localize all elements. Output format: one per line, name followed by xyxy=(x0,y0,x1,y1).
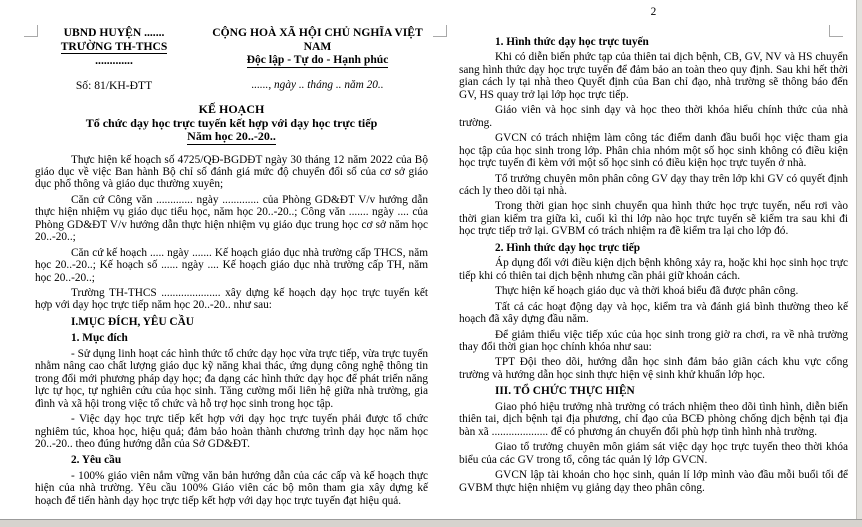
paragraph: Áp dụng đối với điều kiện dịch bệnh không xảy ra, hoặc khi học sinh học trực tiếp khi có thiên tai dịch bệnh nhưng cần phải giữ khoản cách. xyxy=(459,257,848,282)
org-name-text: TRƯỜNG TH-THCS xyxy=(60,39,168,53)
national-title: CỘNG HOÀ XÃ HỘI CHỦ NGHĨA VIỆT NAM xyxy=(212,26,423,53)
school-year-text: Năm học 20..-20.. xyxy=(187,129,276,143)
paragraph: - Việc dạy học trực tiếp kết hợp với dạy học trực tuyến phải được tổ chức nghiêm túc, khoa học, hiệu quả; đảm bảo hoàn thành chương trình dạy học năm học 20..-20.. theo đúng hướng dẫn của Sở GD&ĐT. xyxy=(35,413,428,451)
paragraph: Trường TH-THCS ..................... xây dựng kế hoạch dạy học trực tuyến kết hợp với dạy học trực tiếp năm học 20..-20.. như sau: xyxy=(35,287,428,312)
paragraph: Khi có diễn biến phức tạp của thiên tai dịch bệnh, CB, GV, NV và HS chuyển sang hình thức dạy học trực tuyến để đảm bảo an toàn theo quy định. Sau khi hết thời gian cách ly tại nhà theo Quyết định của Ban chỉ đạo, nhà trường sẽ thông báo đến GV, HS quay trở lại lớp học trực tiếp. xyxy=(459,51,848,101)
sub-heading: 2. Yêu cầu xyxy=(71,454,122,467)
paragraph: GVCN có trách nhiệm làm công tác điểm danh đầu buổi học việc tham gia học tập của học sinh trong lớp. Phân chia nhóm một số học sinh không có điều kiện học trực tuyến đi kèm với một số học sinh có điều kiện học trực tuyến ở nhà. xyxy=(459,132,848,170)
org-parent-line: UBND HUYỆN ....... xyxy=(63,26,165,39)
issuing-org-block xyxy=(35,26,193,92)
sub-heading: 2. Hình thức dạy học trực tiếp xyxy=(495,241,641,254)
paragraph: Giao phó hiệu trưởng nhà trường có trách nhiệm theo dõi tình hình, diễn biến thiên tai, dịch bệnh tại địa phương, chỉ đạo của BCĐ phòng chống dịch bệnh tại địa bàn xã .................... để có phương án chuyển đổi phù hợp tình hình nhà trường. xyxy=(459,400,848,438)
sub-heading: 1. Mục đích xyxy=(71,332,128,345)
paragraph: Thực hiện kế hoạch số 4725/QĐ-BGDĐT ngày 30 tháng 12 năm 2022 của Bộ giáo dục về việc Ban hành Bộ chỉ số đánh giá mức độ chuyển đổi số của cơ sở giáo dục phổ thông và giáo dục thường xuyên; xyxy=(35,153,428,191)
paragraph: TPT Đội theo dõi, hướng dẫn học sinh đảm bảo giãn cách khu vực cổng trường và hướng dẫn học sinh thực hiện vệ sinh khử khuẩn lớp học. xyxy=(459,356,848,381)
motto-text: Độc lập - Tự do - Hạnh phúc xyxy=(246,53,389,66)
paragraph: Căn cứ kế hoạch ..... ngày ....... Kế hoạch giáo dục nhà trường cấp THCS, năm học 20..-20..; Kế hoạch số ...... ngày .... Kế hoạch giáo dục nhà trường cấp TH, năm học 20..-20..; xyxy=(35,246,428,284)
title-line3 xyxy=(35,130,428,145)
paragraph: - 100% giáo viên nắm vững văn bản hướng dẫn của các cấp và kế hoạch thực hiện của nhà trường. Yêu cầu 100% Giáo viên các bộ môn tham gia xây dựng kế hoạch để tiến hành dạy học trực tiếp kết hợp với dạy học trực tuyến đạt hiệu quả. xyxy=(35,469,428,507)
national-motto-block xyxy=(207,26,428,92)
page1-body xyxy=(35,154,428,508)
paragraph: GVCN lập tài khoản cho học sinh, quản lí lớp mình vào đầu mỗi buổi tối để GVBM thực hiện nhiệm vụ giảng dạy theo phân công. xyxy=(459,469,848,494)
section-heading: I.MỤC ĐÍCH, YÊU CẦU xyxy=(71,315,194,328)
paragraph: Tổ trưởng chuyên môn phân công GV dạy thay trên lớp khi GV có quyết định cách ly theo dõi tại nhà. xyxy=(459,172,848,197)
sub-heading: 1. Hình thức dạy học trực tuyến xyxy=(495,36,649,48)
paragraph: Giao tổ trưởng chuyên môn giám sát việc dạy học trực tuyến theo thời khóa biểu của các GV trong tổ, công tác quản lý lớp GVCN. xyxy=(459,441,848,466)
paragraph: Căn cứ Công văn ............. ngày ............. của Phòng GD&ĐT V/v hướng dẫn thực hiện nhiệm vụ giáo dục tiểu học, năm học 20..-20..; Công văn ....... ngày .... của Phòng GD&ĐT V/v hướng dẫn thực hiện nhiệm vụ giáo dục trung học cơ sở năm học 20..-20..; xyxy=(35,193,428,244)
title-line1: KẾ HOẠCH xyxy=(198,102,265,116)
page1-header xyxy=(35,26,428,92)
org-dots-line: ............. xyxy=(95,54,133,67)
paragraph: Tất cả các hoạt động dạy và học, kiểm tra và đánh giá bình thường theo kế hoạch đã xây dựng đầu năm. xyxy=(459,300,848,326)
horizontal-scrollbar-track[interactable] xyxy=(0,519,862,527)
margin-crop-mark xyxy=(433,25,447,37)
page-number: 2 xyxy=(650,6,657,18)
paragraph: Thực hiện kế hoạch giáo dục và thời khoá biểu đã được phân công. xyxy=(495,285,799,298)
paragraph: Trong thời gian học sinh chuyển qua hình thức học trực tuyến, nếu rơi vào thời gian kiểm tra giữa kì, cuối kì thi lớp nào học trực tuyến sẽ kiểm tra sau khi đi học trực tiếp trở lại. GVBM có trách nhiệm ra đề kiểm tra lại cho lớp đó. xyxy=(459,200,848,238)
paragraph: Giáo viên và học sinh dạy và học theo thời khóa hiểu chính thức của nhà trường. xyxy=(459,104,848,129)
title-line2: Tổ chức dạy học trực tuyến kết hợp với dạy học trực tiếp xyxy=(85,115,378,130)
window-right-edge xyxy=(856,0,862,520)
org-name-line xyxy=(35,40,193,55)
document-number: Số: 81/KH-ĐTT xyxy=(75,78,153,92)
document-page-1 xyxy=(35,26,428,510)
paragraph: Để giảm thiểu việc tiếp xúc của học sinh trong giờ ra chơi, ra về nhà trường thay đổi thời gian học chính khóa như sau: xyxy=(459,328,848,353)
page2-body xyxy=(459,36,848,494)
motto-line xyxy=(207,53,428,68)
date-placeholder-line: ......, ngày .. tháng .. năm 20.. xyxy=(251,78,384,91)
section-heading: III. TỔ CHỨC THỰC HIỆN xyxy=(495,385,635,398)
paragraph: - Sử dụng linh hoạt các hình thức tổ chức dạy học vừa trực tiếp, vừa trực tuyến nhằm nâng cao chất lượng giáo dục kỹ năng khai thác, ứng dụng công nghệ thông tin trong đổi mới phương pháp dạy học; đa dạng các hình thức dạy học để phát triển năng lực tự học, tự nghiên cứu của học sinh. Tăng cường mối liên hệ giữa nhà trường, gia đình và xã hội trong việc tổ chức và hỗ trợ học sinh trong học tập. xyxy=(35,347,428,410)
document-title-block xyxy=(35,103,428,145)
document-page-2 xyxy=(459,6,848,497)
